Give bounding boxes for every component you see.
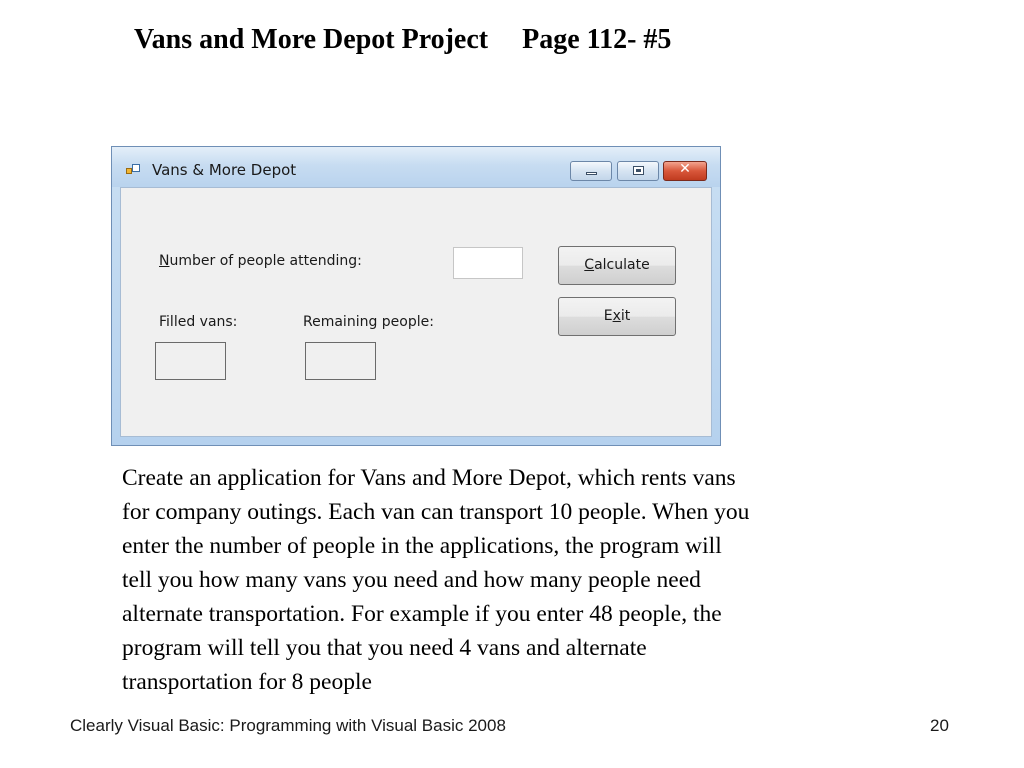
form-client-area <box>120 187 712 437</box>
window-title: Vans & More Depot <box>152 161 297 179</box>
minimize-icon <box>586 172 597 175</box>
minimize-button[interactable] <box>570 161 612 181</box>
description-line: transportation for 8 people <box>122 669 372 695</box>
window-titlebar[interactable] <box>112 147 720 187</box>
people-label-text: umber of people attending: <box>169 253 362 269</box>
description-line: for company outings. Each van can transport 10 people. When you <box>122 499 750 525</box>
people-input[interactable] <box>453 247 523 279</box>
maximize-button[interactable] <box>617 161 659 181</box>
slide-title <box>134 24 671 56</box>
description <box>122 461 902 699</box>
remaining-people-output <box>305 342 376 380</box>
people-label-accesskey: N <box>159 253 170 269</box>
slide-title-page: Page 112- #5 <box>522 24 672 55</box>
close-button[interactable] <box>663 161 707 181</box>
description-line: enter the number of people in the applications, the program will <box>122 533 722 559</box>
filled-vans-output <box>155 342 226 380</box>
people-label <box>159 253 362 269</box>
filled-vans-label: Filled vans: <box>159 314 238 330</box>
app-window <box>111 146 721 446</box>
exit-accesskey: x <box>612 308 621 324</box>
description-line: Create an application for Vans and More Depot, which rents vans <box>122 465 736 491</box>
exit-label-pre: E <box>603 308 613 324</box>
calculate-button[interactable] <box>558 246 676 285</box>
footer-page-number: 20 <box>930 716 949 735</box>
description-line: program will tell you that you need 4 vans and alternate <box>122 635 647 661</box>
form-app-icon <box>126 164 140 176</box>
calculate-label: alculate <box>594 257 650 273</box>
exit-label-post: it <box>620 308 631 324</box>
description-line: alternate transportation. For example if you enter 48 people, the <box>122 601 722 627</box>
description-line: tell you how many vans you need and how many people need <box>122 567 701 593</box>
remaining-people-label: Remaining people: <box>303 314 434 330</box>
slide-title-main: Vans and More Depot Project <box>134 24 489 55</box>
exit-button[interactable] <box>558 297 676 336</box>
footer-book-title: Clearly Visual Basic: Programming with Visual Basic 2008 <box>70 716 506 735</box>
calculate-accesskey: C <box>584 257 595 273</box>
maximize-icon <box>633 166 644 175</box>
close-icon: ✕ <box>679 161 691 177</box>
